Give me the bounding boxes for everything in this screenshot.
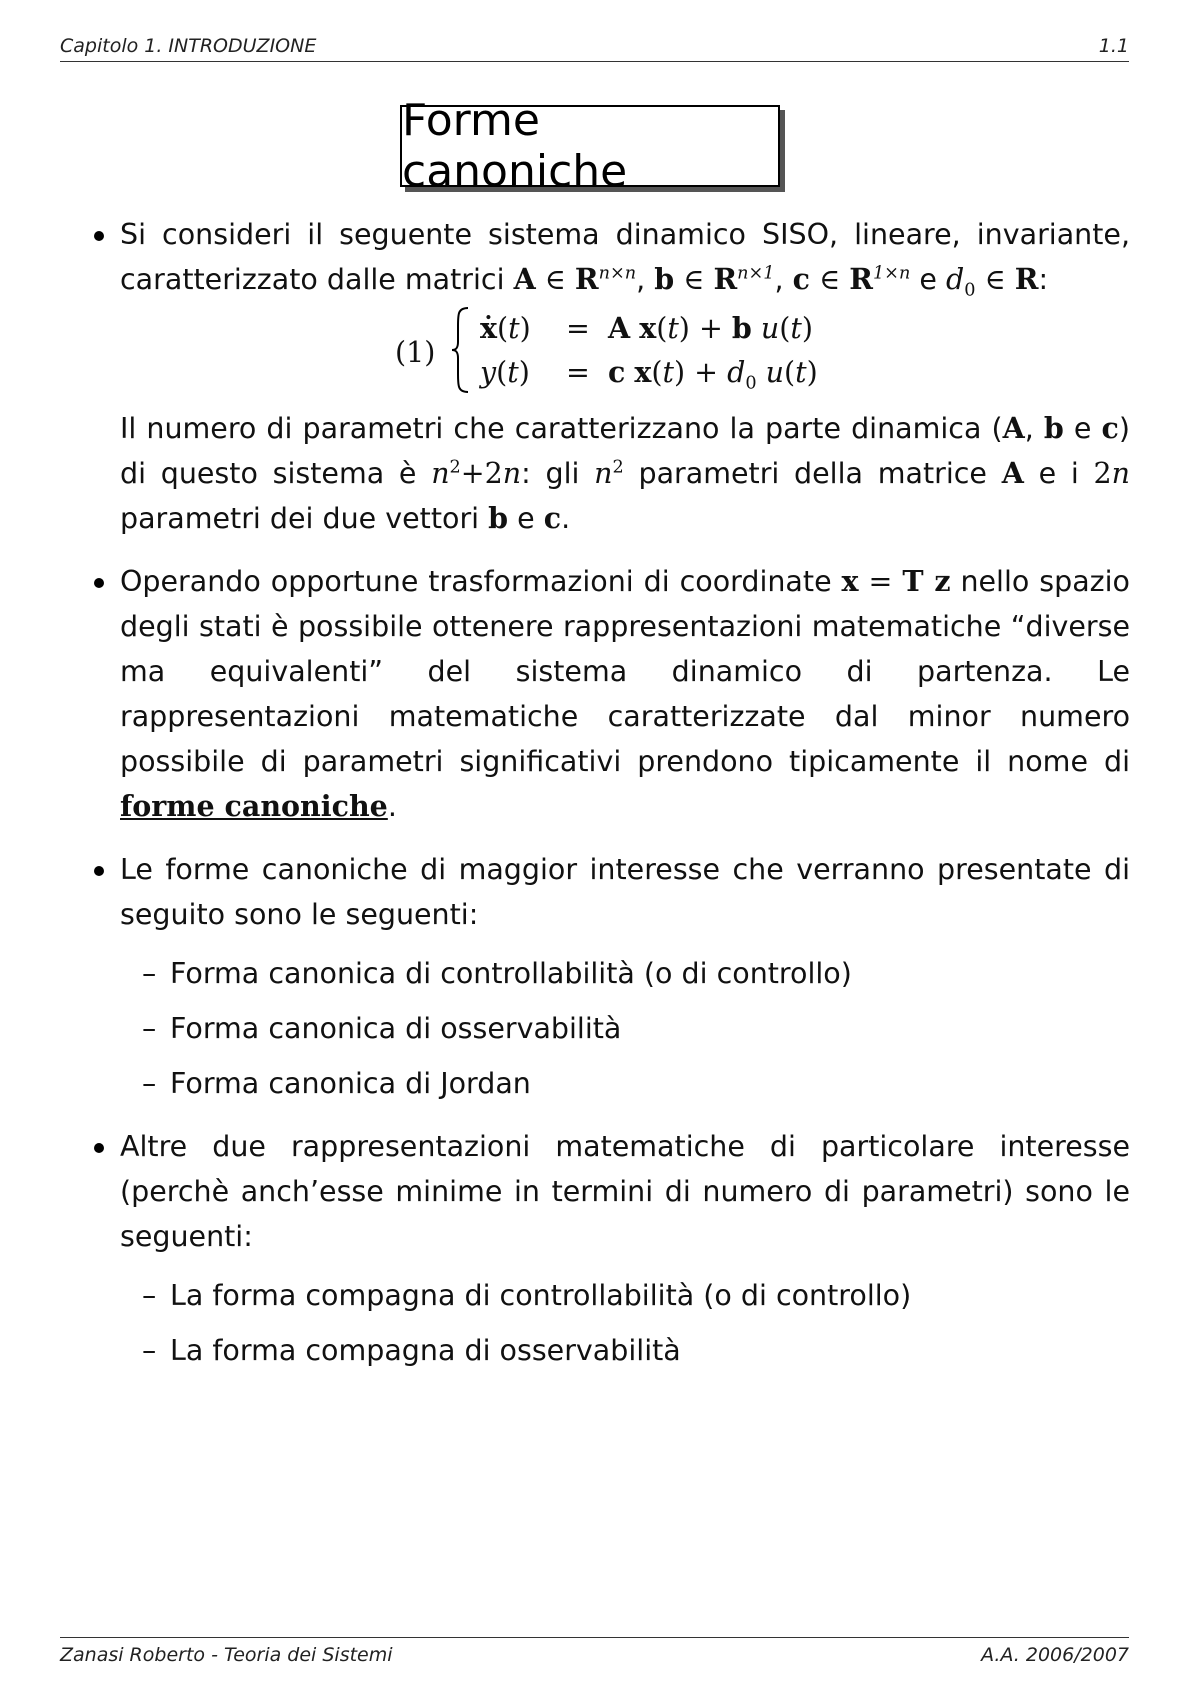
slide-title: Forme canoniche xyxy=(400,105,780,187)
paragraph: Si consideri il seguente sistema dinamico SISO, lineare, invariante, caratterizzato dalle matrici A ∈ $R^{n\times n}$, b ∈ $R^{n\times 1}$, c ∈ $R^{1\times n}$ e $d_0$ ∈ R: xyxy=(120,218,1130,301)
equation-number: (1) xyxy=(395,336,436,369)
emphasized-term: forme canoniche xyxy=(120,789,388,823)
brace-icon xyxy=(450,306,472,394)
output-equation: y(t) = c $x(t) + d_0$ u(t) xyxy=(480,355,818,394)
paragraph: Le forme canoniche di maggior interesse che verranno presentate di seguito sono le seguenti: xyxy=(120,853,1130,931)
bullet-coordinate-transform xyxy=(88,559,1130,829)
chapter-title: Capitolo 1. INTRODUZIONE xyxy=(60,35,317,57)
list-item: – La forma compagna di controllabilità (o di controllo) xyxy=(142,1273,1130,1318)
list-item: – Forma canonica di Jordan xyxy=(142,1061,1130,1106)
paragraph: Altre due rappresentazioni matematiche di particolare interesse (perchè anch’esse minime in termini di numero di parametri) sono le seguenti: xyxy=(120,1130,1130,1253)
list-item: – Forma canonica di controllabilità (o di controllo) xyxy=(142,951,1130,996)
list-item: – Forma canonica di osservabilità xyxy=(142,1006,1130,1051)
companion-forms-list xyxy=(120,1273,1130,1373)
list-item: – La forma compagna di osservabilità xyxy=(142,1328,1130,1373)
slide-content xyxy=(88,212,1130,1391)
bullet-canonical-forms xyxy=(88,847,1130,1106)
paragraph: Il numero di parametri che caratterizzano la parte dinamica (A, b e c) di questo sistema è $n^2+2n$: gli $n^2$ parametri della matrice A e i 2n parametri dei due vettori b e c. xyxy=(120,411,1130,535)
state-space-equation xyxy=(120,304,1130,400)
page-number: 1.1 xyxy=(1098,35,1129,57)
footer-year: A.A. 2006/2007 xyxy=(981,1644,1129,1666)
page-footer xyxy=(60,1637,1129,1671)
state-equation: ẋ(t) = A x(t) + b u(t) xyxy=(480,311,813,345)
bullet-companion-forms xyxy=(88,1124,1130,1373)
canonical-forms-list xyxy=(120,951,1130,1106)
footer-author: Zanasi Roberto - Teoria dei Sistemi xyxy=(60,1644,393,1666)
paragraph: Operando opportune trasformazioni di coordinate x = T z nello spazio degli stati è possibile ottenere rappresentazioni matematiche “diverse ma equivalenti” del sistema dinamico di partenza. Le rappresentazioni matematiche caratterizzate dal minor numero possibile di parametri significativi prendono tipicamente il nome di forme canoniche. xyxy=(120,564,1130,823)
bullet-system-definition xyxy=(88,212,1130,541)
page-header xyxy=(60,35,1129,62)
